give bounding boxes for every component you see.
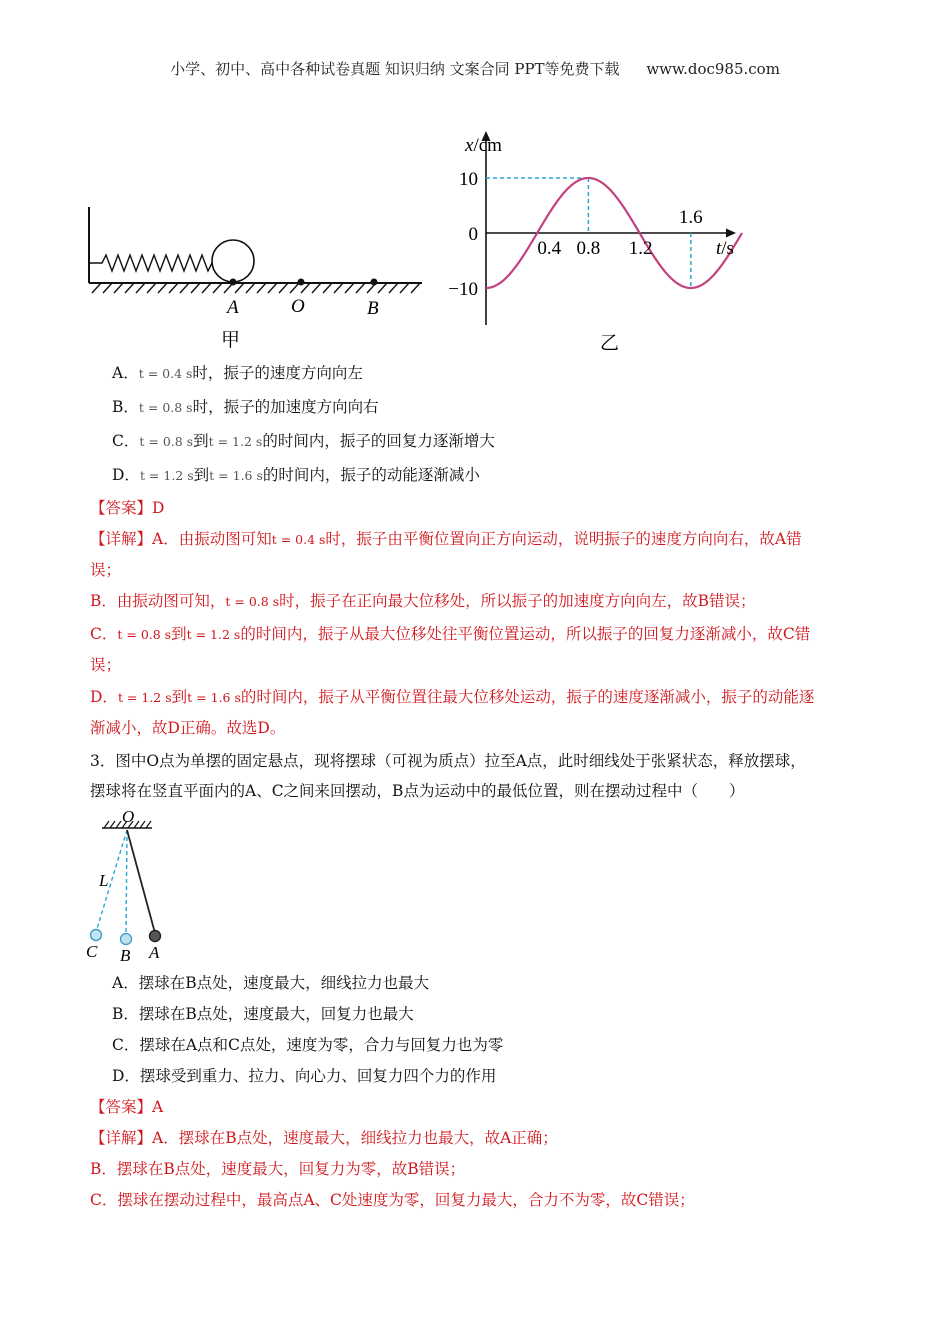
figure-label-jia: 甲	[221, 330, 241, 351]
y-tick-label: 10	[459, 169, 478, 190]
y-axis-label: x/cm	[465, 135, 502, 156]
q3-detail-c: C．摆球在摆动过程中，最高点A、C处速度为零，回复力最大，合力不为零，故C错误；	[90, 1191, 695, 1209]
q3-option-b[interactable]: B．摆球在B点处，速度最大，回复力也最大	[112, 1005, 414, 1023]
q2-answer: 【答案】D	[90, 499, 165, 517]
q2-detail-b: B．由振动图可知，t = 0.8 s时，振子在正向最大位移处，所以振子的加速度方向向左，故B错误；	[90, 592, 756, 610]
x-axis-label: t/s	[716, 238, 734, 259]
pendulum-label-O: O	[122, 808, 135, 826]
y-tick-label: −10	[448, 279, 478, 300]
x-tick-label: 0.4	[537, 238, 562, 259]
q3-stem-line1: 3．图中O点为单摆的固定悬点，现将摆球（可视为质点）拉至A点，此时细线处于张紧状态，释放摆球，	[90, 752, 806, 770]
pendulum-label-C: C	[86, 942, 98, 961]
y-tick-label: 0	[468, 224, 478, 245]
q2-option-c[interactable]: C．t = 0.8 s到t = 1.2 s的时间内，振子的回复力逐渐增大	[112, 432, 495, 450]
q3-option-a[interactable]: A．摆球在B点处，速度最大，细线拉力也最大	[112, 974, 430, 992]
point-O-label: O	[291, 296, 305, 317]
q2-detail-d-cont: 渐减小，故D正确。故选D。	[90, 719, 286, 737]
math: t = 0.8 s	[139, 434, 194, 449]
x-tick-label: 1.2	[628, 238, 653, 259]
q2-option-a[interactable]: A．t = 0.4 s时，振子的速度方向向左	[112, 364, 363, 382]
q3-stem-line2: 摆球将在竖直平面内的A、C之间来回摆动，B点为运动中的最低位置，则在摆动过程中（ ）	[90, 782, 745, 800]
q3-detail-a: 【详解】A．摆球在B点处，速度最大，细线拉力也最大，故A正确；	[90, 1129, 558, 1147]
q3-option-d[interactable]: D．摆球受到重力、拉力、向心力、回复力四个力的作用	[112, 1067, 497, 1085]
q3-detail-b: B．摆球在B点处，速度最大，回复力为零，故B错误；	[90, 1160, 466, 1178]
point-B-label: B	[367, 298, 379, 319]
q2-detail-d: D．t = 1.2 s到t = 1.6 s的时间内，振子从平衡位置往最大位移处运动，振子的速度逐渐减小，振子的动能逐	[90, 688, 815, 706]
q2-detail-a-cont: 误；	[90, 561, 122, 579]
math: t = 0.4 s	[138, 366, 193, 381]
pendulum-figure	[82, 808, 182, 968]
q2-detail-a: 【详解】A．由振动图可知t = 0.4 s时，振子由平衡位置向正方向运动，说明振子的速度方向向右，故A错	[90, 530, 802, 548]
q2-detail-c-cont: 误；	[90, 656, 122, 674]
spring-oscillator-figure	[80, 195, 430, 355]
math: t = 1.6 s	[209, 468, 263, 483]
math: t = 1.2 s	[139, 468, 194, 483]
vibration-graph	[430, 125, 760, 355]
header-url[interactable]: www.doc985.com	[646, 60, 780, 78]
figure-label-yi: 乙	[600, 333, 620, 354]
q3-answer: 【答案】A	[90, 1098, 164, 1116]
page-header	[0, 58, 950, 79]
point-A-label: A	[227, 297, 239, 318]
q3-option-c[interactable]: C．摆球在A点和C点处，速度为零，合力与回复力也为零	[112, 1036, 504, 1054]
math: t = 0.8 s	[138, 400, 193, 415]
q2-option-d[interactable]: D．t = 1.2 s到t = 1.6 s的时间内，振子的动能逐渐减小	[112, 466, 480, 484]
pendulum-label-A: A	[149, 943, 160, 962]
x-tick-label: 1.6	[678, 207, 703, 228]
math: t = 1.2 s	[208, 434, 263, 449]
pendulum-label-B: B	[120, 946, 131, 965]
header-text: 小学、初中、高中各种试卷真题 知识归纳 文案合同 PPT等免费下载	[170, 60, 620, 78]
x-tick-label: 0.8	[576, 238, 601, 259]
q2-detail-c: C．t = 0.8 s到t = 1.2 s的时间内，振子从最大位移处往平衡位置运动，所以振子的回复力逐渐减小，故C错	[90, 625, 811, 643]
pendulum-label-L: L	[99, 871, 109, 890]
q2-option-b[interactable]: B．t = 0.8 s时，振子的加速度方向向右	[112, 398, 379, 416]
